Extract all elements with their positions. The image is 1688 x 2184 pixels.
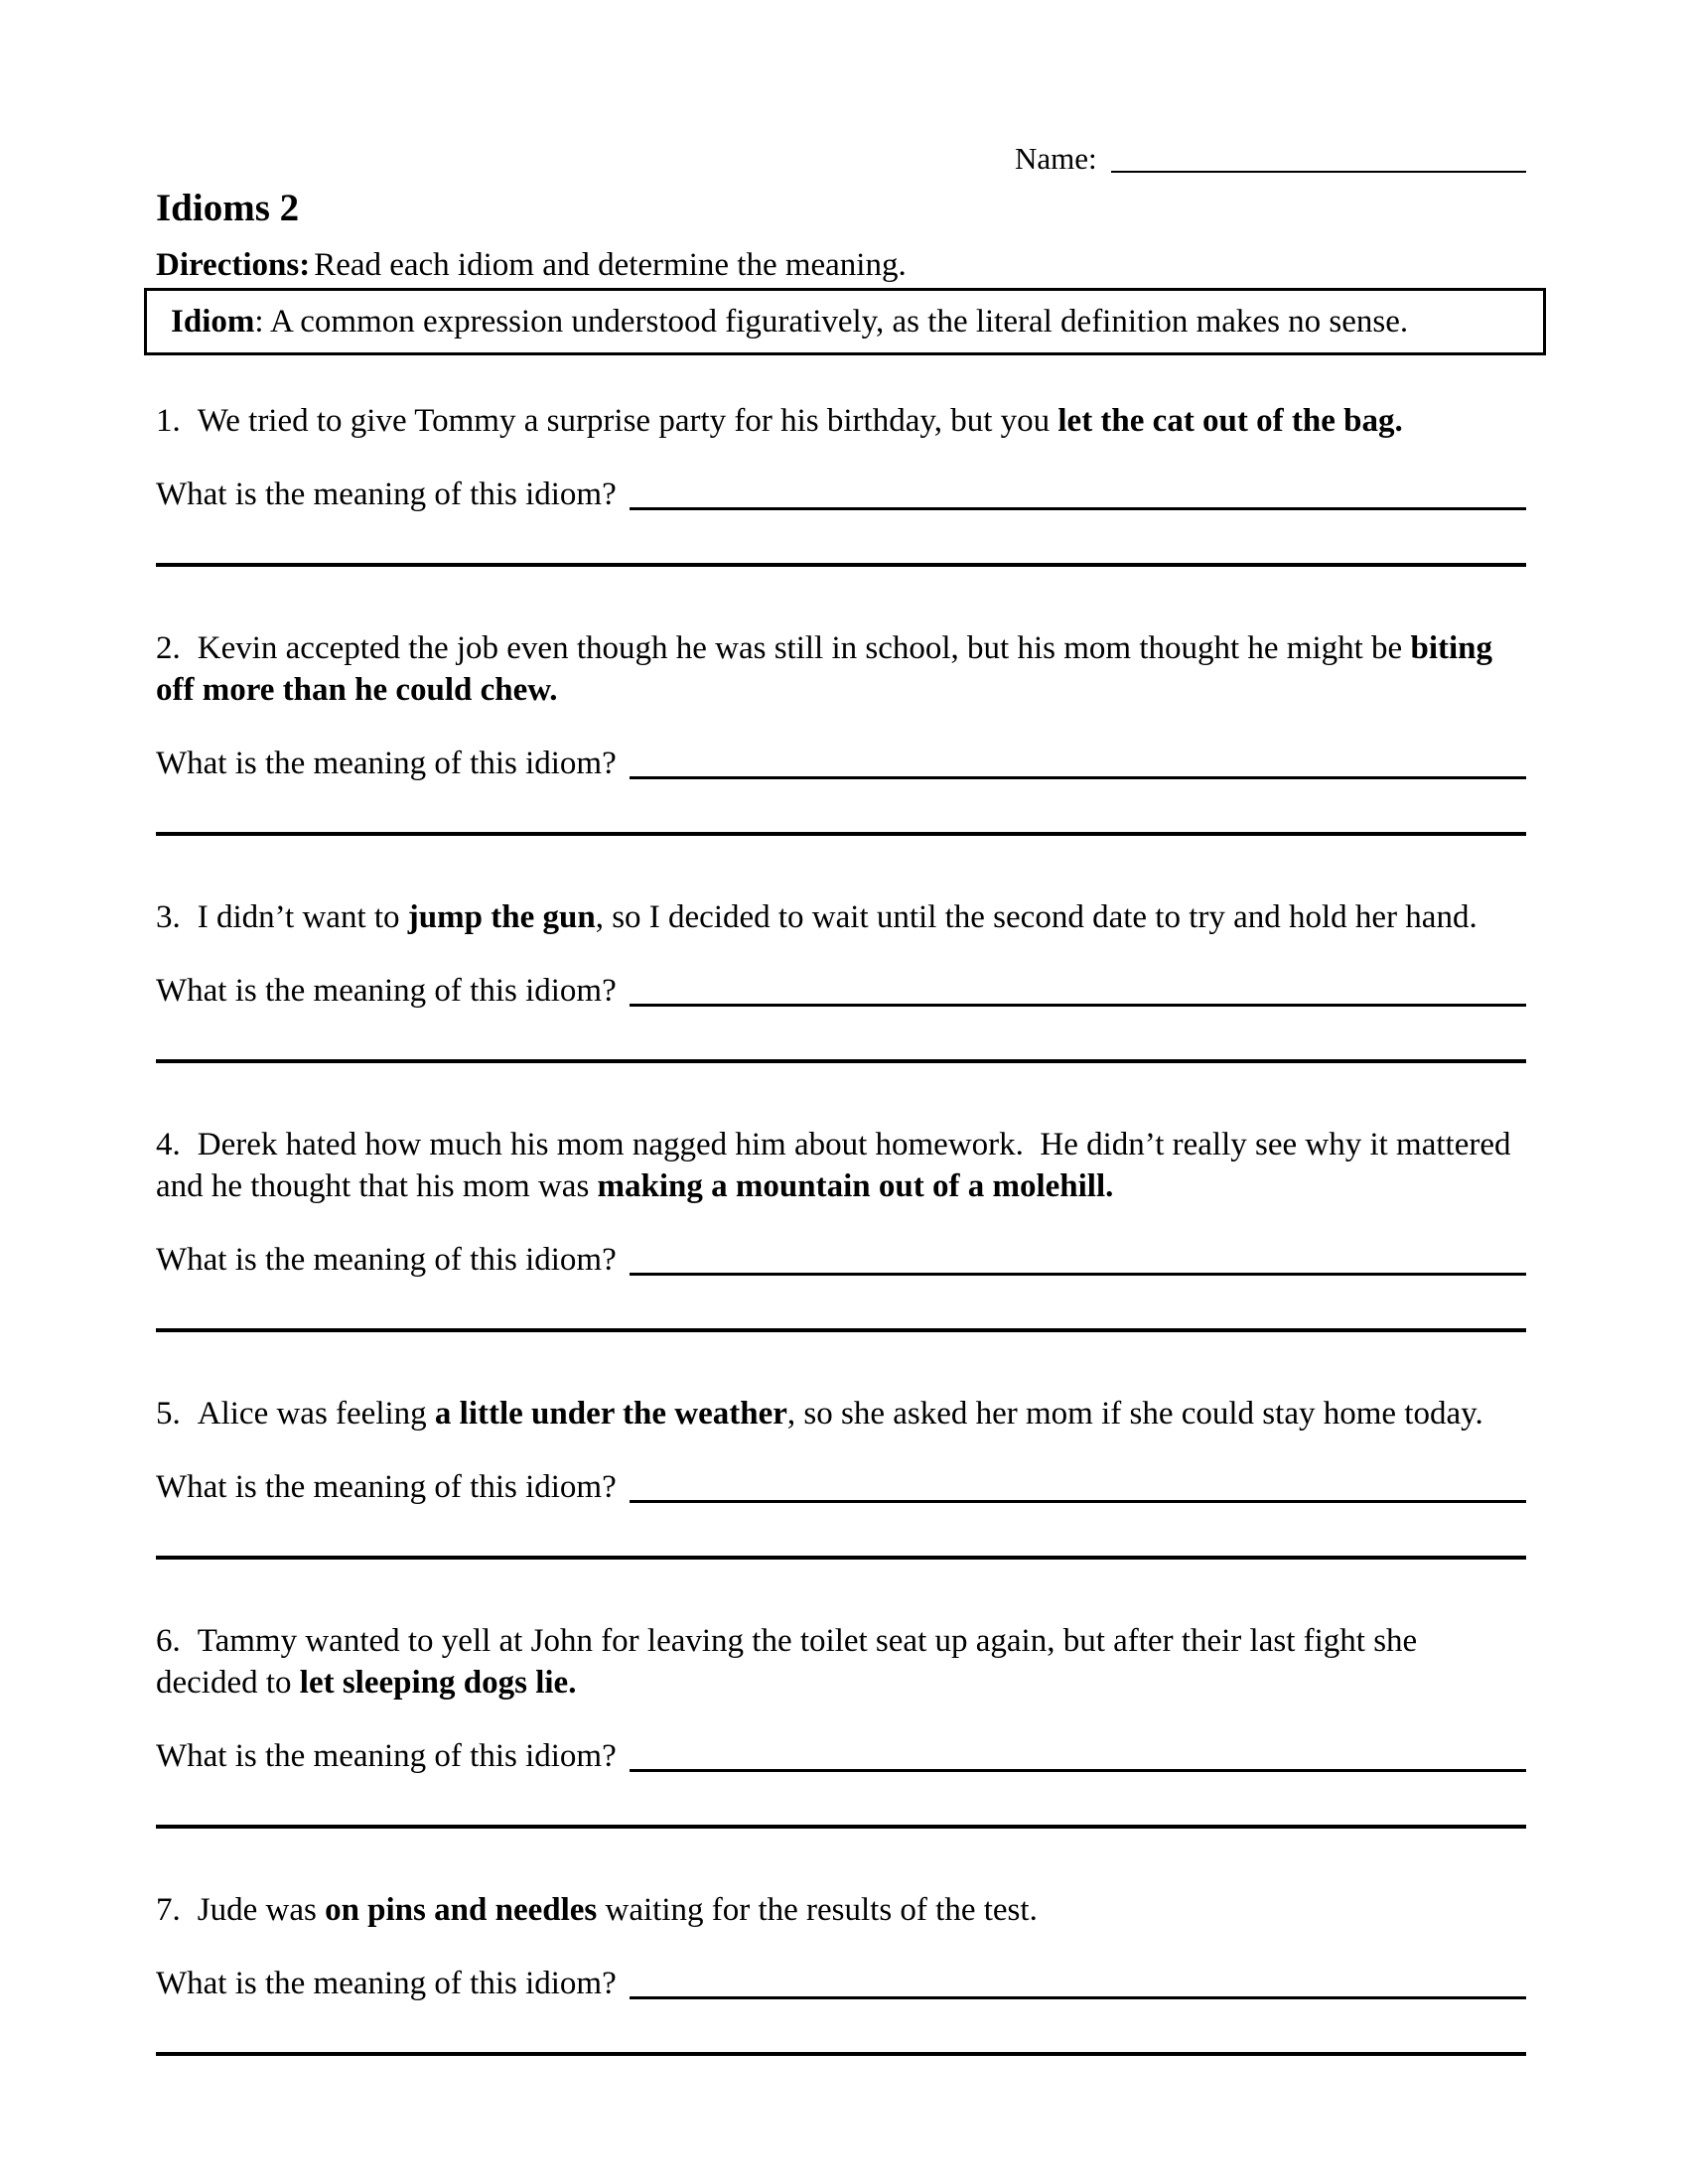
meaning-prompt-row — [156, 1963, 1526, 2004]
meaning-prompt-label: What is the meaning of this idiom? — [156, 1966, 617, 2001]
question-idiom-bold: jump the gun — [407, 899, 596, 935]
question-idiom-bold: biting off more than he could chew. — [156, 630, 1501, 708]
definition-term: Idiom — [171, 304, 255, 340]
answer-blank-full-line[interactable] — [156, 1328, 1526, 1332]
question-text — [156, 1889, 1526, 1931]
question-text — [156, 627, 1526, 711]
question-number: 2. — [156, 630, 181, 666]
question-block — [156, 1393, 1526, 1560]
question-pre-text: Alice was feeling — [197, 1396, 435, 1432]
question-number: 5. — [156, 1396, 181, 1432]
question-text — [156, 1620, 1526, 1704]
question-pre-text: Kevin accepted the job even though he was still in school, but his mom thought he might be — [197, 630, 1411, 666]
meaning-prompt-row — [156, 743, 1526, 784]
question-idiom-bold: let the cat out of the bag. — [1057, 403, 1403, 439]
answer-blank-inline[interactable] — [630, 1273, 1526, 1276]
question-number: 1. — [156, 403, 181, 439]
answer-blank-full-line[interactable] — [156, 1059, 1526, 1063]
answer-blank-inline[interactable] — [630, 1996, 1526, 1999]
question-pre-text: Tammy wanted to yell at John for leaving the toilet seat up again, but after their last fight she decided to — [156, 1623, 1426, 1701]
meaning-prompt-label: What is the meaning of this idiom? — [156, 746, 617, 781]
meaning-prompt-label: What is the meaning of this idiom? — [156, 1469, 617, 1505]
question-text — [156, 1124, 1526, 1207]
meaning-prompt-label: What is the meaning of this idiom? — [156, 1738, 617, 1774]
meaning-prompt-row — [156, 1239, 1526, 1281]
question-idiom-bold: making a mountain out of a molehill. — [597, 1168, 1114, 1204]
directions — [156, 244, 1526, 286]
question-post-text: , so she asked her mom if she could stay home today. — [786, 1396, 1483, 1432]
question-text — [156, 400, 1526, 442]
question-pre-text: Derek hated how much his mom nagged him about homework. He didn’t really see why it mattered and he thought that his mom was — [156, 1127, 1519, 1204]
directions-label: Directions: — [156, 247, 311, 283]
meaning-prompt-label: What is the meaning of this idiom? — [156, 1242, 617, 1278]
question-text — [156, 1393, 1526, 1434]
answer-blank-full-line[interactable] — [156, 832, 1526, 836]
question-post-text: waiting for the results of the test. — [597, 1892, 1038, 1928]
answer-blank-full-line[interactable] — [156, 1825, 1526, 1829]
meaning-prompt-label: What is the meaning of this idiom? — [156, 477, 617, 512]
answer-blank-inline[interactable] — [630, 1500, 1526, 1503]
question-block — [156, 896, 1526, 1063]
answer-blank-inline[interactable] — [630, 1004, 1526, 1007]
answer-blank-inline[interactable] — [630, 1769, 1526, 1772]
name-blank-line[interactable] — [1111, 171, 1526, 173]
question-block — [156, 400, 1526, 567]
answer-blank-inline[interactable] — [630, 507, 1526, 510]
question-block — [156, 1620, 1526, 1829]
meaning-prompt-row — [156, 1466, 1526, 1508]
question-idiom-bold: a little under the weather — [434, 1396, 787, 1432]
answer-blank-full-line[interactable] — [156, 563, 1526, 567]
name-row — [1015, 139, 1526, 179]
meaning-prompt-label: What is the meaning of this idiom? — [156, 973, 617, 1009]
answer-blank-inline[interactable] — [630, 776, 1526, 779]
question-text — [156, 896, 1526, 938]
question-block — [156, 1889, 1526, 2056]
question-number: 6. — [156, 1623, 181, 1659]
question-idiom-bold: let sleeping dogs lie. — [299, 1665, 577, 1701]
question-post-text: , so I decided to wait until the second date to try and hold her hand. — [595, 899, 1477, 935]
name-label: Name: — [1015, 141, 1097, 176]
question-pre-text: I didn’t want to — [197, 899, 408, 935]
question-idiom-bold: on pins and needles — [325, 1892, 598, 1928]
question-number: 3. — [156, 899, 181, 935]
questions — [156, 400, 1526, 2056]
idiom-definition-box — [144, 288, 1546, 355]
meaning-prompt-row — [156, 474, 1526, 515]
question-block — [156, 627, 1526, 836]
answer-blank-full-line[interactable] — [156, 1556, 1526, 1560]
directions-text: Read each idiom and determine the meaning. — [314, 247, 907, 283]
meaning-prompt-row — [156, 970, 1526, 1012]
meaning-prompt-row — [156, 1735, 1526, 1777]
question-pre-text: We tried to give Tommy a surprise party for his birthday, but you — [197, 403, 1058, 439]
page-title: Idioms 2 — [156, 187, 300, 229]
definition-text: : A common expression understood figuratively, as the literal definition makes no sense. — [254, 304, 1409, 340]
question-block — [156, 1124, 1526, 1332]
question-number: 4. — [156, 1127, 181, 1162]
question-pre-text: Jude was — [197, 1892, 326, 1928]
question-number: 7. — [156, 1892, 181, 1928]
answer-blank-full-line[interactable] — [156, 2052, 1526, 2056]
